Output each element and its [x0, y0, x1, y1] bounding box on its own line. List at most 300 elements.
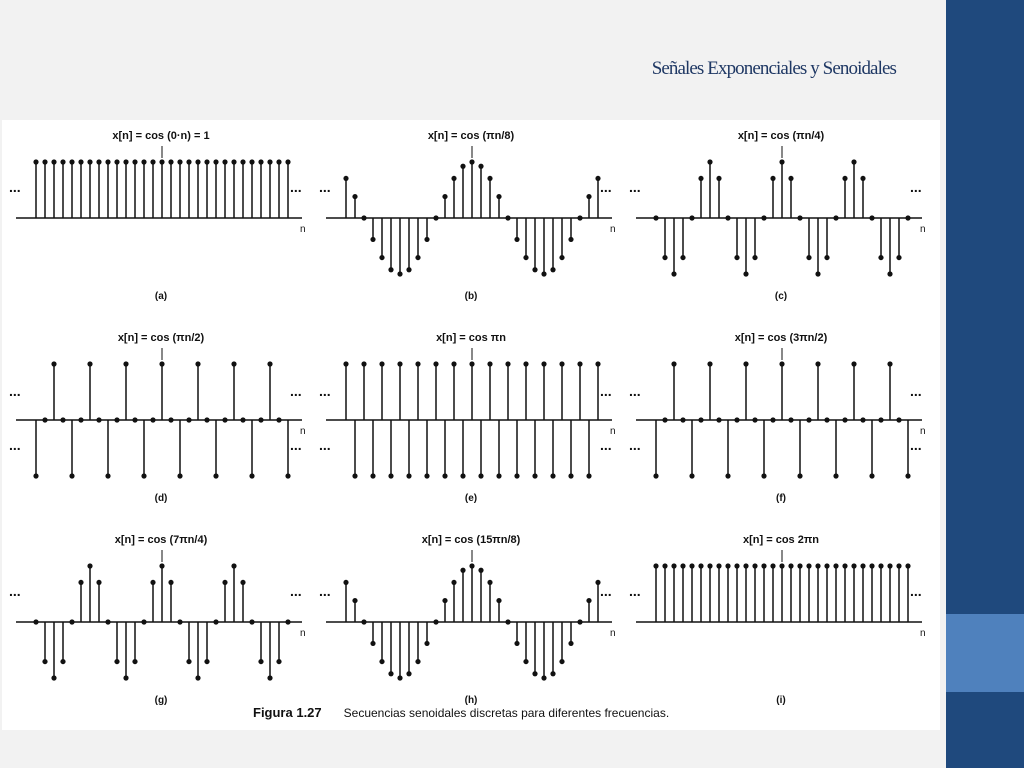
stem-point — [186, 659, 191, 664]
stem-point — [105, 159, 110, 164]
ellipsis-left: ... — [9, 437, 21, 453]
stem-point — [352, 473, 357, 478]
ellipsis-left: ... — [629, 179, 641, 195]
ellipsis-left: ... — [629, 437, 641, 453]
axis-label-n: n — [300, 224, 306, 235]
stem-point — [361, 619, 366, 624]
stem-point — [406, 671, 411, 676]
stem-point — [451, 176, 456, 181]
stem-point — [442, 473, 447, 478]
stem-point — [743, 271, 748, 276]
plot-label: (b) — [464, 291, 478, 302]
stem-point — [496, 598, 501, 603]
stem-point — [51, 159, 56, 164]
stem-point — [60, 159, 65, 164]
plot-equation: x[n] = cos (πn/2) — [117, 332, 205, 344]
stem-point — [725, 563, 730, 568]
stem-point — [779, 361, 784, 366]
stem-point — [532, 671, 537, 676]
stem-point — [177, 159, 182, 164]
stem-point — [743, 563, 748, 568]
stem-point — [869, 473, 874, 478]
stem-point — [541, 271, 546, 276]
stem-point — [105, 473, 110, 478]
stem-point — [123, 159, 128, 164]
stem-point — [150, 159, 155, 164]
plot-label: (a) — [154, 291, 168, 302]
stem-point — [186, 417, 191, 422]
stem-point — [869, 563, 874, 568]
stem-point — [42, 417, 47, 422]
stem-point — [815, 271, 820, 276]
stem-point — [78, 417, 83, 422]
stem-point — [87, 159, 92, 164]
axis-label-n: n — [920, 426, 926, 437]
stem-point — [806, 417, 811, 422]
stem-point — [586, 194, 591, 199]
stem-point — [114, 159, 119, 164]
stem-point — [379, 255, 384, 260]
stem-point — [833, 563, 838, 568]
stem-point — [114, 659, 119, 664]
stem-point — [42, 159, 47, 164]
stem-point — [451, 580, 456, 585]
stem-series — [319, 146, 616, 277]
stem-point — [905, 473, 910, 478]
stem-point — [222, 417, 227, 422]
stem-point — [388, 267, 393, 272]
stem-plot — [316, 122, 626, 308]
stem-point — [550, 671, 555, 676]
stem-point — [442, 194, 447, 199]
plot-equation: x[n] = cos (3πn/2) — [734, 332, 828, 344]
stem-point — [388, 473, 393, 478]
stem-point — [662, 255, 667, 260]
stem-point — [123, 361, 128, 366]
stem-point — [725, 215, 730, 220]
stem-plot-panel — [626, 526, 936, 712]
stem-point — [716, 417, 721, 422]
stem-point — [469, 361, 474, 366]
stem-point — [123, 675, 128, 680]
figure-caption — [253, 705, 669, 720]
stem-point — [177, 619, 182, 624]
stem-point — [258, 417, 263, 422]
stem-point — [716, 176, 721, 181]
stem-point — [716, 563, 721, 568]
stem-point — [195, 159, 200, 164]
stem-point — [231, 361, 236, 366]
stem-point — [478, 164, 483, 169]
stem-point — [177, 473, 182, 478]
stem-point — [96, 580, 101, 585]
stem-point — [195, 361, 200, 366]
stem-point — [415, 659, 420, 664]
stem-plot — [6, 122, 316, 308]
ellipsis-right: ... — [600, 383, 612, 399]
stem-point — [141, 159, 146, 164]
stem-point — [680, 417, 685, 422]
stem-point — [267, 361, 272, 366]
stem-point — [707, 563, 712, 568]
stem-point — [559, 255, 564, 260]
stem-point — [361, 215, 366, 220]
stem-point — [370, 237, 375, 242]
plot-equation: x[n] = cos 2πn — [743, 534, 819, 546]
stem-point — [96, 417, 101, 422]
stem-point — [797, 473, 802, 478]
stem-point — [568, 641, 573, 646]
stem-point — [505, 361, 510, 366]
ellipsis-right: ... — [290, 179, 302, 195]
axis-label-n: n — [300, 628, 306, 639]
stem-point — [586, 473, 591, 478]
stem-point — [842, 176, 847, 181]
stem-point — [653, 563, 658, 568]
stem-point — [680, 255, 685, 260]
stem-point — [460, 473, 465, 478]
stem-point — [343, 361, 348, 366]
stem-point — [397, 675, 402, 680]
stem-series — [629, 550, 926, 639]
stem-point — [878, 417, 883, 422]
stem-point — [707, 361, 712, 366]
stem-series — [9, 146, 306, 235]
stem-point — [779, 563, 784, 568]
stem-point — [222, 159, 227, 164]
stem-point — [734, 563, 739, 568]
stem-point — [514, 641, 519, 646]
stem-point — [460, 164, 465, 169]
stem-point — [752, 255, 757, 260]
stem-point — [285, 619, 290, 624]
stem-point — [761, 473, 766, 478]
stem-point — [761, 563, 766, 568]
stem-point — [523, 255, 528, 260]
stem-point — [523, 659, 528, 664]
stem-point — [851, 159, 856, 164]
stem-point — [285, 159, 290, 164]
axis-label-n: n — [920, 628, 926, 639]
plot-label: (d) — [154, 493, 168, 504]
plot-label: (e) — [464, 493, 478, 504]
stem-point — [496, 473, 501, 478]
stem-plot-panel — [6, 526, 316, 712]
stem-point — [379, 659, 384, 664]
stem-point — [770, 417, 775, 422]
stem-point — [487, 176, 492, 181]
stem-point — [249, 473, 254, 478]
stem-point — [662, 417, 667, 422]
stem-point — [505, 215, 510, 220]
stem-point — [779, 159, 784, 164]
stem-point — [285, 473, 290, 478]
stem-point — [550, 267, 555, 272]
ellipsis-right: ... — [910, 437, 922, 453]
stem-plot-panel — [316, 324, 626, 510]
stem-point — [788, 176, 793, 181]
stem-point — [87, 361, 92, 366]
stem-point — [141, 473, 146, 478]
stem-point — [231, 159, 236, 164]
ellipsis-left: ... — [9, 583, 21, 599]
stem-point — [186, 159, 191, 164]
stem-point — [842, 417, 847, 422]
stem-point — [267, 159, 272, 164]
stem-point — [406, 267, 411, 272]
stem-point — [842, 563, 847, 568]
stem-point — [905, 563, 910, 568]
stem-point — [442, 598, 447, 603]
stem-series — [319, 348, 616, 479]
stem-point — [878, 255, 883, 260]
stem-point — [352, 194, 357, 199]
stem-plot — [316, 324, 626, 510]
stem-point — [51, 361, 56, 366]
stem-point — [541, 361, 546, 366]
stem-point — [267, 675, 272, 680]
plot-equation: x[n] = cos (15πn/8) — [421, 534, 521, 546]
ellipsis-right: ... — [910, 583, 922, 599]
stem-point — [887, 361, 892, 366]
stem-point — [671, 361, 676, 366]
stem-point — [577, 361, 582, 366]
stem-point — [78, 580, 83, 585]
stem-point — [240, 417, 245, 422]
stem-point — [204, 417, 209, 422]
stem-point — [523, 361, 528, 366]
stem-point — [689, 563, 694, 568]
axis-label-n: n — [610, 224, 616, 235]
plot-label: (c) — [774, 291, 788, 302]
stem-point — [869, 215, 874, 220]
stem-point — [797, 215, 802, 220]
ellipsis-left: ... — [9, 179, 21, 195]
stem-point — [698, 176, 703, 181]
axis-label-n: n — [300, 426, 306, 437]
stem-plot — [626, 122, 936, 308]
stem-point — [204, 659, 209, 664]
stem-point — [532, 473, 537, 478]
axis-label-n: n — [920, 224, 926, 235]
caption-label: Figura 1.27 — [253, 705, 322, 720]
stem-point — [896, 417, 901, 422]
stem-point — [550, 473, 555, 478]
ellipsis-left: ... — [319, 383, 331, 399]
stem-point — [689, 473, 694, 478]
stem-point — [69, 619, 74, 624]
stem-point — [595, 361, 600, 366]
stem-point — [213, 473, 218, 478]
stem-plot — [6, 324, 316, 510]
plot-label: (f) — [776, 493, 786, 504]
ellipsis-right: ... — [910, 179, 922, 195]
stem-point — [87, 563, 92, 568]
stem-point — [743, 361, 748, 366]
ellipsis-left: ... — [319, 437, 331, 453]
stem-point — [851, 563, 856, 568]
stem-point — [815, 563, 820, 568]
ellipsis-right: ... — [290, 583, 302, 599]
stem-plot — [6, 526, 316, 712]
stem-point — [734, 417, 739, 422]
stem-point — [833, 215, 838, 220]
stem-point — [707, 159, 712, 164]
stem-point — [568, 473, 573, 478]
ellipsis-left: ... — [629, 383, 641, 399]
stem-plot — [316, 526, 626, 712]
ellipsis-right: ... — [290, 383, 302, 399]
stem-point — [361, 361, 366, 366]
stem-point — [240, 159, 245, 164]
stem-point — [653, 473, 658, 478]
stem-point — [132, 417, 137, 422]
plot-equation: x[n] = cos (πn/4) — [737, 130, 825, 142]
sidebar-accent-block — [946, 614, 1024, 692]
stem-point — [568, 237, 573, 242]
stem-point — [168, 580, 173, 585]
plot-label: (g) — [154, 695, 168, 706]
stem-point — [878, 563, 883, 568]
stem-point — [42, 659, 47, 664]
stem-point — [379, 361, 384, 366]
plot-equation: x[n] = cos (7πn/4) — [114, 534, 208, 546]
stem-plot-panel — [316, 122, 626, 308]
stem-point — [559, 659, 564, 664]
ellipsis-left: ... — [319, 583, 331, 599]
stem-point — [698, 563, 703, 568]
stem-point — [662, 563, 667, 568]
stem-point — [222, 580, 227, 585]
stem-point — [114, 417, 119, 422]
stem-plot — [626, 324, 936, 510]
stem-point — [487, 580, 492, 585]
stem-point — [770, 176, 775, 181]
stem-point — [460, 568, 465, 573]
stem-point — [33, 619, 38, 624]
stem-point — [424, 473, 429, 478]
plot-equation: x[n] = cos (πn/8) — [427, 130, 515, 142]
stem-point — [258, 159, 263, 164]
stem-point — [132, 159, 137, 164]
stem-point — [797, 563, 802, 568]
stem-point — [352, 598, 357, 603]
stem-point — [469, 159, 474, 164]
stem-point — [487, 361, 492, 366]
stem-point — [788, 563, 793, 568]
stem-point — [276, 659, 281, 664]
stem-plot-panel — [626, 122, 936, 308]
stem-point — [478, 568, 483, 573]
ellipsis-left: ... — [319, 179, 331, 195]
stem-point — [150, 417, 155, 422]
stem-point — [105, 619, 110, 624]
axis-label-n: n — [610, 426, 616, 437]
stem-point — [415, 255, 420, 260]
stem-point — [240, 580, 245, 585]
stem-point — [276, 159, 281, 164]
ellipsis-left: ... — [629, 583, 641, 599]
stem-point — [69, 473, 74, 478]
stem-point — [51, 675, 56, 680]
stem-point — [541, 675, 546, 680]
stem-point — [896, 255, 901, 260]
stem-point — [689, 215, 694, 220]
stem-point — [433, 619, 438, 624]
stem-series — [629, 146, 926, 277]
stem-point — [406, 473, 411, 478]
ellipsis-right: ... — [600, 437, 612, 453]
stem-point — [424, 237, 429, 242]
stem-plot-panel — [6, 324, 316, 510]
stem-point — [388, 671, 393, 676]
stem-series — [319, 550, 616, 681]
stem-point — [680, 563, 685, 568]
stem-point — [451, 361, 456, 366]
stem-point — [249, 159, 254, 164]
stem-point — [141, 619, 146, 624]
stem-point — [433, 215, 438, 220]
stem-point — [276, 417, 281, 422]
axis-label-n: n — [610, 628, 616, 639]
stem-series — [629, 348, 926, 479]
stem-point — [60, 417, 65, 422]
stem-point — [514, 237, 519, 242]
plot-equation: x[n] = cos (0·n) = 1 — [112, 130, 210, 142]
stem-point — [577, 215, 582, 220]
stem-point — [159, 563, 164, 568]
stem-point — [577, 619, 582, 624]
stem-point — [725, 473, 730, 478]
stem-point — [671, 563, 676, 568]
stem-point — [370, 641, 375, 646]
stem-point — [824, 417, 829, 422]
stem-point — [887, 271, 892, 276]
stem-point — [514, 473, 519, 478]
stem-point — [397, 361, 402, 366]
stem-point — [424, 641, 429, 646]
stem-point — [806, 255, 811, 260]
caption-text: Secuencias senoidales discretas para diferentes frecuencias. — [343, 706, 670, 720]
stem-point — [896, 563, 901, 568]
ellipsis-right: ... — [600, 179, 612, 195]
stem-point — [496, 194, 501, 199]
stem-point — [698, 417, 703, 422]
stem-point — [159, 159, 164, 164]
stem-plot-panel — [316, 526, 626, 712]
stem-point — [815, 361, 820, 366]
stem-point — [397, 271, 402, 276]
stem-point — [204, 159, 209, 164]
stem-point — [788, 417, 793, 422]
stem-point — [168, 417, 173, 422]
stem-point — [195, 675, 200, 680]
stem-point — [343, 176, 348, 181]
stem-point — [168, 159, 173, 164]
stem-point — [734, 255, 739, 260]
figure — [2, 120, 940, 730]
stem-point — [860, 417, 865, 422]
stem-point — [505, 619, 510, 624]
stem-point — [69, 159, 74, 164]
stem-point — [752, 417, 757, 422]
stem-plot-panel — [626, 324, 936, 510]
stem-point — [761, 215, 766, 220]
stem-point — [887, 563, 892, 568]
stem-point — [249, 619, 254, 624]
ellipsis-right: ... — [600, 583, 612, 599]
stem-point — [415, 361, 420, 366]
